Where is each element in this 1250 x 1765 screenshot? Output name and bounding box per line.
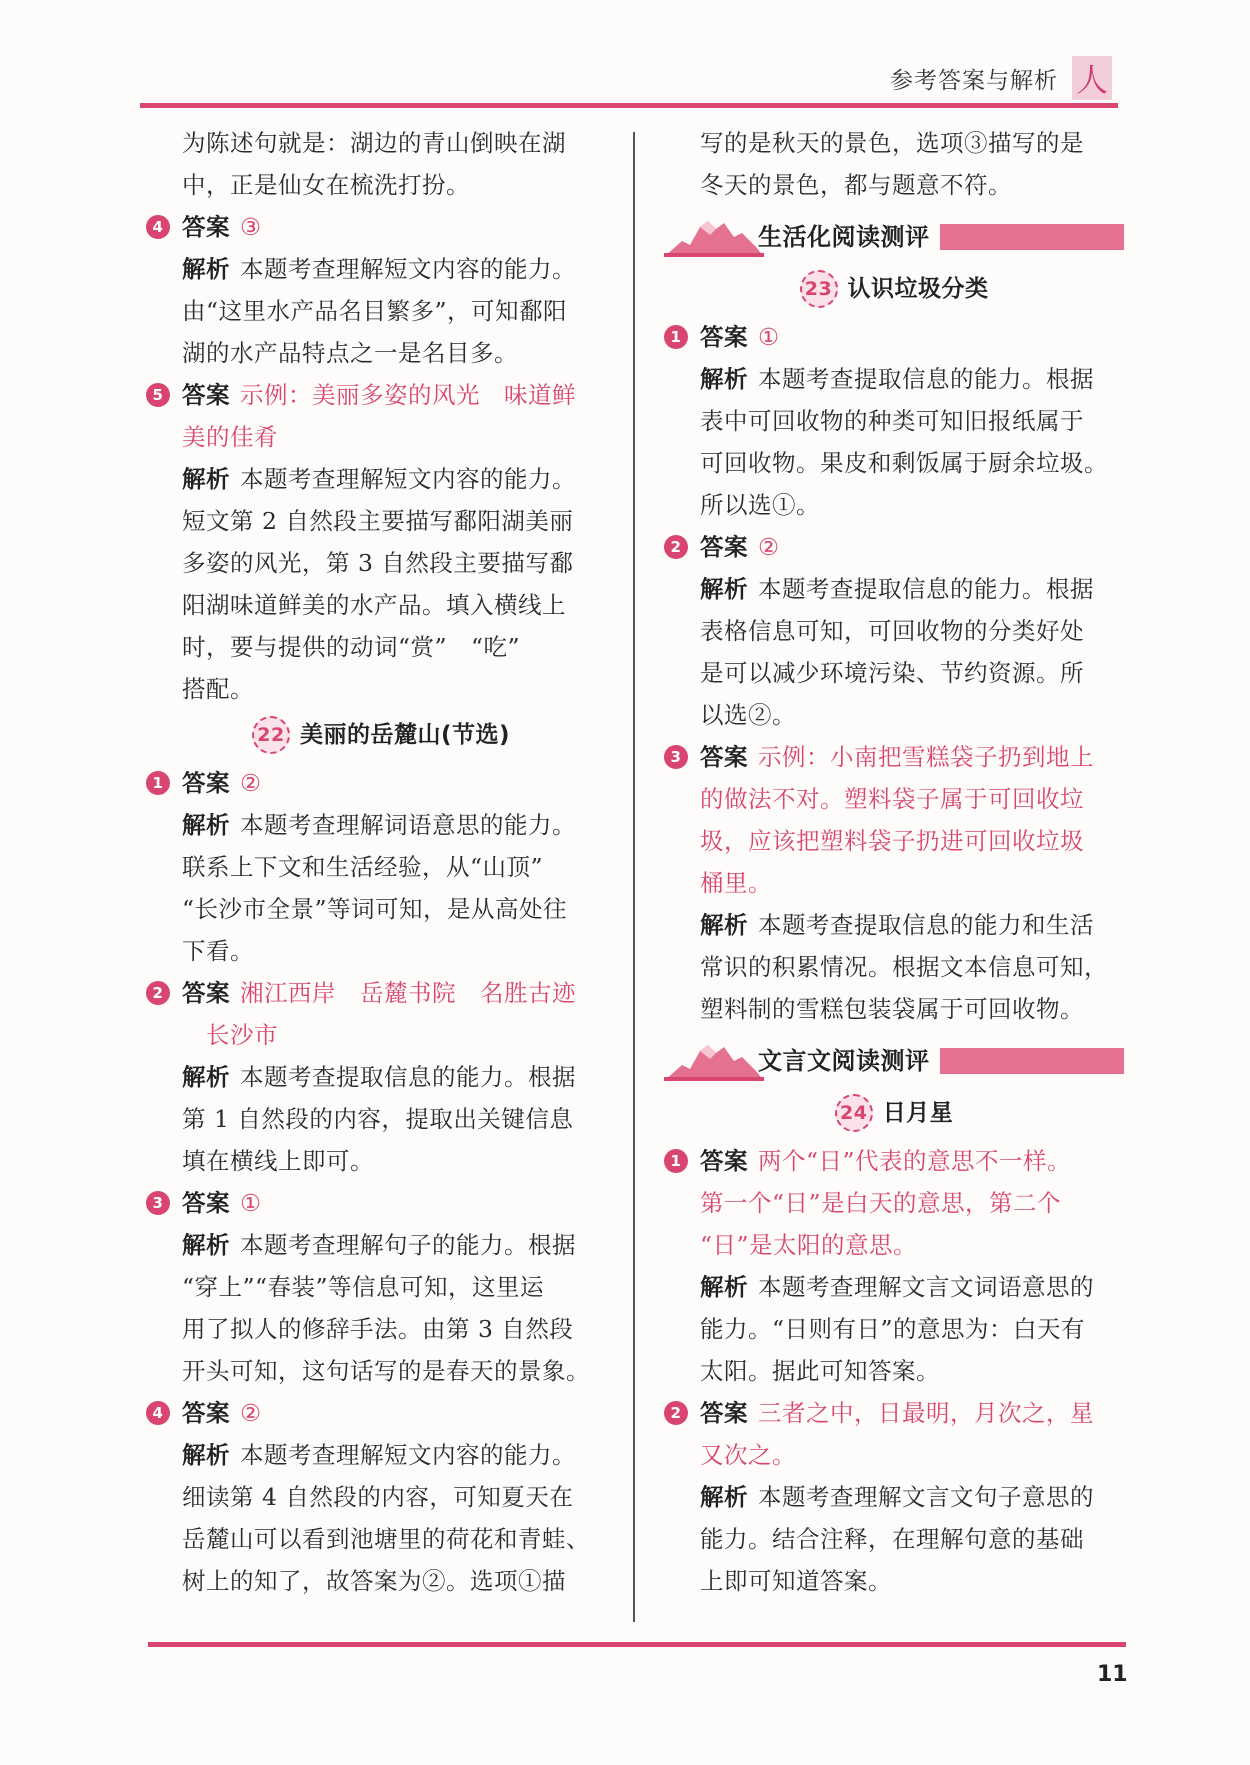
section-bar [940,224,1125,250]
answer-label: 答案 [700,1399,748,1427]
analysis-line: 塑料制的雪糕包装袋属于可回收物。 [700,995,1084,1023]
question-number-badge: 3 [664,745,688,769]
section-title: 生活化阅读测评 [758,223,930,251]
analysis-line: 由“这里水产品名目繁多”，可知鄱阳 [182,297,568,325]
answer-label: 答案 [182,769,230,797]
analysis-line: 阳湖味道鲜美的水产品。填入横线上 [182,591,566,619]
analysis-line: 解析 本题考查理解短文内容的能力。 [182,1441,576,1469]
answer-text: ① [758,323,780,351]
analysis-line: 开头可知，这句话写的是春天的景象。 [182,1357,590,1385]
question-number-badge: 1 [664,1149,688,1173]
question-number-badge: 1 [664,325,688,349]
analysis-line: 能力。“日则有日”的意思为：白天有 [700,1315,1086,1343]
lesson-23-heading [664,266,1124,312]
answer-text: 美的佳肴 [182,423,278,451]
analysis-line: 下看。 [182,937,254,965]
lesson23-question-1-answer [664,316,1124,358]
analysis-line: 解析 本题考查提取信息的能力。根据 [182,1063,576,1091]
question-number-badge: 1 [146,771,170,795]
answer-text: 第一个“日”是白天的意思，第二个 [700,1189,1062,1217]
answer-text: 又次之。 [700,1441,796,1469]
analysis-label: 解析 [182,465,230,493]
analysis-label: 解析 [182,1441,230,1469]
analysis-label: 解析 [700,1273,748,1301]
bottom-divider [148,1642,1126,1647]
analysis-label: 解析 [700,575,748,603]
mountain-icon [664,1041,764,1081]
analysis-line: 第 1 自然段的内容，提取出关键信息 [182,1105,574,1133]
analysis-line: 解析 本题考查理解短文内容的能力。 [182,255,576,283]
question-5-answer [146,374,616,416]
analysis-line: 解析 本题考查提取信息的能力和生活 [700,911,1094,939]
lesson22-question-1-answer [146,762,616,804]
answer-label: 答案 [700,533,748,561]
question-number-badge: 4 [146,1401,170,1425]
answer-label: 答案 [182,213,230,241]
analysis-line: 解析 本题考查理解文言文词语意思的 [700,1273,1094,1301]
lesson22-question-4-answer [146,1392,616,1434]
analysis-label: 解析 [182,1063,230,1091]
analysis-line: 表格信息可知，可回收物的分类好处 [700,617,1084,645]
analysis-line: 可回收物。果皮和剩饭属于厨余垃圾。 [700,449,1108,477]
analysis-line: 解析 本题考查理解短文内容的能力。 [182,465,576,493]
analysis-line: 太阳。据此可知答案。 [700,1357,940,1385]
analysis-line: 用了拟人的修辞手法。由第 3 自然段 [182,1315,574,1343]
answer-text: 长沙市 [206,1021,278,1049]
analysis-line: 树上的知了，故答案为②。选项①描 [182,1567,566,1595]
question-number-badge: 2 [664,535,688,559]
lesson-number-badge: 22 [252,716,290,754]
analysis-line: 解析 本题考查理解文言文句子意思的 [700,1483,1094,1511]
question-number-badge: 5 [146,383,170,407]
answer-text: 桶里。 [700,869,772,897]
analysis-label: 解析 [700,911,748,939]
answer-label: 答案 [700,1147,748,1175]
answer-text: 两个“日”代表的意思不一样。 [758,1147,1072,1175]
answer-text: 湘江西岸 岳麓书院 名胜古迹 [240,979,576,1007]
lesson-number-badge: 23 [800,270,838,308]
lesson-title: 美丽的岳麓山(节选) [299,722,511,748]
answer-text: “日”是太阳的意思。 [700,1231,918,1259]
question-number-badge: 2 [664,1401,688,1425]
answer-label: 答案 [182,979,230,1007]
analysis-line: 是可以减少环境污染、节约资源。所 [700,659,1084,687]
analysis-line: 岳麓山可以看到池塘里的荷花和青蛙、 [182,1525,590,1553]
analysis-line: 常识的积累情况。根据文本信息可知， [700,953,1108,981]
analysis-line: 搭配。 [182,675,254,703]
section-title: 文言文阅读测评 [758,1047,930,1075]
answer-text: ① [240,1189,262,1217]
lesson22-question-2-answer [146,972,616,1014]
lesson23-question-3-answer [664,736,1124,778]
lesson-title: 认识垃圾分类 [847,276,989,302]
answer-text: ② [240,769,262,797]
answer-label: 答案 [182,1189,230,1217]
analysis-line: 表中可回收物的种类可知旧报纸属于 [700,407,1084,435]
answer-label: 答案 [700,743,748,771]
section-bar [940,1048,1125,1074]
question-number-badge: 2 [146,981,170,1005]
question-number-badge: 3 [146,1191,170,1215]
analysis-line: 多姿的风光，第 3 自然段主要描写鄱 [182,549,574,577]
answer-text: ② [758,533,780,561]
lesson23-question-2-answer [664,526,1124,568]
answer-text: ② [240,1399,262,1427]
analysis-line: 解析 本题考查理解词语意思的能力。 [182,811,576,839]
analysis-line: 联系上下文和生活经验，从“山顶” [182,853,544,881]
page-number: 11 [1097,1662,1128,1687]
mountain-icon [664,217,764,257]
analysis-line: 湖的水产品特点之一是名目多。 [182,339,518,367]
question-number-badge: 4 [146,215,170,239]
text-line: 中，正是仙女在梳洗打扮。 [182,171,470,199]
answer-label: 答案 [700,323,748,351]
analysis-line: 能力。结合注释，在理解句意的基础 [700,1525,1084,1553]
analysis-line: 解析 本题考查提取信息的能力。根据 [700,365,1094,393]
analysis-line: 解析 本题考查提取信息的能力。根据 [700,575,1094,603]
lesson-title: 日月星 [882,1100,954,1126]
answer-label: 答案 [182,381,230,409]
answer-text: 示例：美丽多姿的风光 味道鲜 [240,381,576,409]
analysis-line: 短文第 2 自然段主要描写鄱阳湖美丽 [182,507,574,535]
analysis-label: 解析 [182,255,230,283]
lesson-24-heading [664,1090,1124,1136]
lesson-22-heading [146,712,616,758]
analysis-label: 解析 [700,365,748,393]
section-header-classical-reading [664,1034,1124,1088]
analysis-line: 以选②。 [700,701,796,729]
answer-text: ③ [240,213,262,241]
column-divider [633,132,635,1622]
analysis-line: 所以选①。 [700,491,820,519]
answer-text: 圾，应该把塑料袋子扔进可回收垃圾 [700,827,1084,855]
lesson24-question-2-answer [664,1392,1124,1434]
left-column [146,122,616,1602]
analysis-line: “穿上”“春装”等信息可知，这里运 [182,1273,545,1301]
analysis-line: 上即可知道答案。 [700,1567,892,1595]
analysis-line: “长沙市全景”等词可知，是从高处往 [182,895,568,923]
analysis-label: 解析 [182,811,230,839]
analysis-label: 解析 [182,1231,230,1259]
analysis-label: 解析 [700,1483,748,1511]
section-header-life-reading [664,210,1124,264]
lesson22-question-3-answer [146,1182,616,1224]
header-title: 参考答案与解析 [890,68,1058,94]
analysis-line: 时，要与提供的动词“赏” “吃” [182,633,521,661]
text-line: 冬天的景色，都与题意不符。 [700,171,1012,199]
question-4-answer [146,206,616,248]
lesson24-question-1-answer [664,1140,1124,1182]
top-divider [140,103,1118,108]
analysis-line: 解析 本题考查理解句子的能力。根据 [182,1231,576,1259]
analysis-line: 细读第 4 自然段的内容，可知夏天在 [182,1483,574,1511]
right-column [664,122,1124,1602]
answer-text: 示例：小南把雪糕袋子扔到地上 [758,743,1094,771]
lesson-number-badge: 24 [835,1094,873,1132]
answer-text: 三者之中，日最明，月次之，星 [758,1399,1094,1427]
logo: 人 [1072,56,1112,100]
answer-label: 答案 [182,1399,230,1427]
answer-text: 的做法不对。塑料袋子属于可回收垃 [700,785,1084,813]
text-line: 为陈述句就是：湖边的青山倒映在湖 [182,129,566,157]
analysis-line: 填在横线上即可。 [182,1147,374,1175]
text-line: 写的是秋天的景色，选项③描写的是 [700,129,1084,157]
